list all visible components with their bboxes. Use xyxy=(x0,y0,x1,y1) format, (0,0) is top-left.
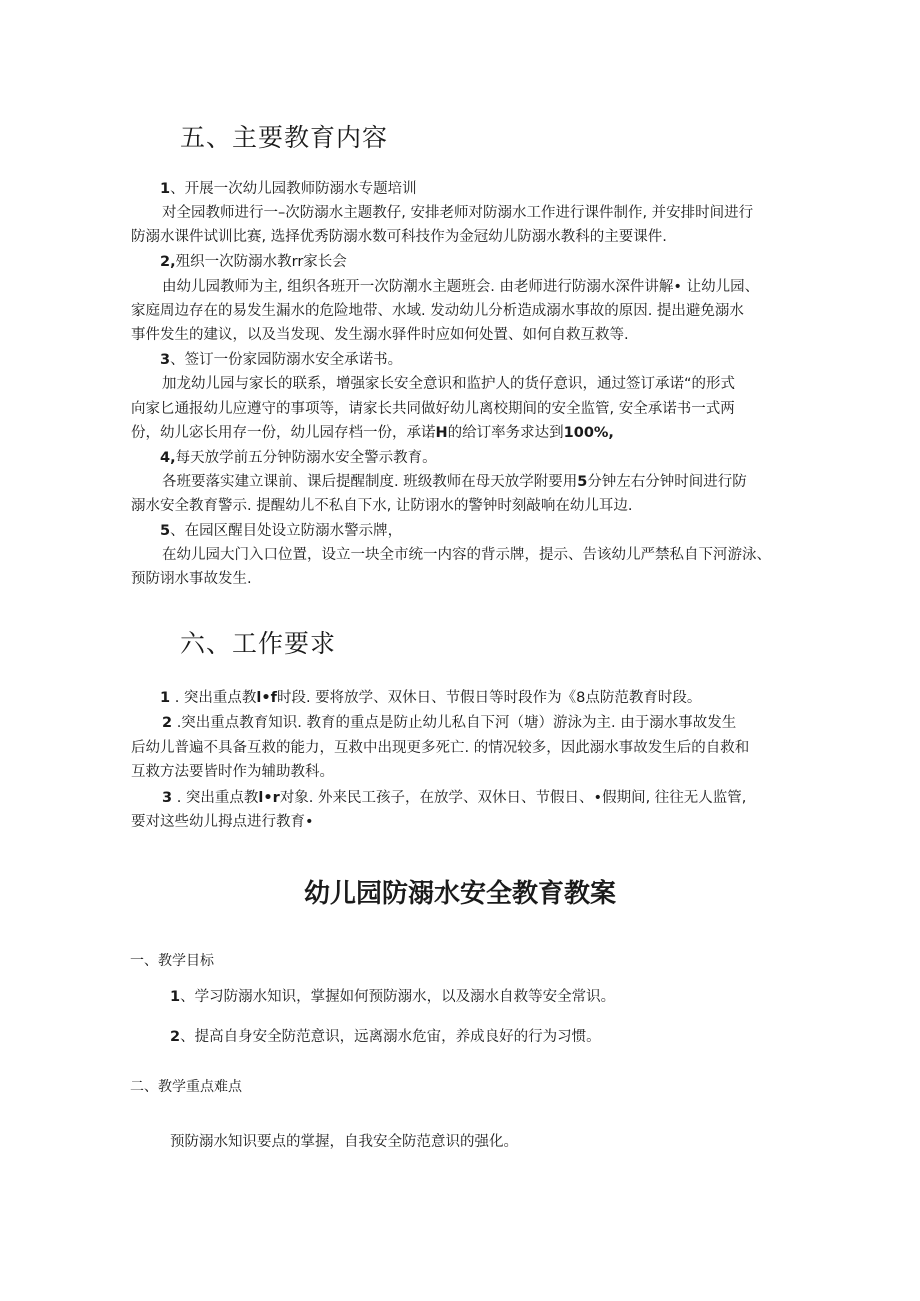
key-points-heading: 二、教学重点难点 xyxy=(130,1079,242,1095)
goal-text: 、提高自身安全防范意识，远离溺水危宙，养成良好的行为习惯。 xyxy=(180,1029,601,1045)
goal-item xyxy=(170,1029,601,1046)
section-five-heading: 五、主要教育内容 xyxy=(180,123,389,152)
s5-item4-body-line: 溺水安全教育警示. 提醒幼儿不私自下水, 让防诩水的警钟时刻敲响在幼儿耳边. xyxy=(131,498,633,514)
s5-item4-number: 4, xyxy=(160,450,176,466)
goal-number: 1 xyxy=(170,989,181,1005)
s5-item2-body-line: 事件发生的建议，以及当发现、发生溺水驿件时应如何处置、如何自救互救等. xyxy=(131,327,629,343)
s6-item1-bold: l•f xyxy=(256,690,277,706)
s5-item3-title: 、签订一份家园防溺水安全承诺书。 xyxy=(170,352,403,368)
goal-number: 2 xyxy=(170,1029,181,1045)
goal-text: 、学习防溺水知识，掌握如何预防溺水，以及溺水自救等安全常识。 xyxy=(180,989,616,1005)
s5-item3-body-line: 向家匕通报幼儿应遵守的事项等，请家长共同做好幼儿离校期间的安全监管, 安全承诺书一式两 xyxy=(131,401,735,417)
s5-item1-title-line xyxy=(160,181,417,198)
s5-item3-body-line: 加龙幼儿园与家长的联系，增强家长安全意识和监护人的货仔意识，通过签订承诺“的形式 xyxy=(162,376,736,392)
s5-item4-title: 每天放学前五分钟防溺水安全警示教育。 xyxy=(175,450,437,466)
s6-item3-number: 3 xyxy=(162,790,173,806)
s5-item3-last-bold: H xyxy=(435,425,448,441)
s5-item3-number: 3 xyxy=(160,352,171,368)
s6-item2-line xyxy=(162,715,736,732)
s5-item3-body-line xyxy=(131,425,614,442)
s5-item3-last-prefix: 份，幼儿宓长用存一份，幼儿园存档一份，承诺 xyxy=(131,425,436,441)
s6-item3-body-line: 要对这些幼儿拇点进行教育• xyxy=(131,814,314,830)
s6-item3-suffix: 对象. 外来民工孩子，在放学、双休日、节假日、•假期间, 往往无人监管, xyxy=(279,790,747,806)
s5-item2-number: 2, xyxy=(160,254,176,270)
s6-item1-line xyxy=(160,690,701,707)
s5-item2-body-line: 由幼儿园教师为主, 组织各班开一次防潮水主题班会. 由老师进行防溺水深件讲解• 让幼儿园、 xyxy=(162,279,760,295)
lesson-title: 幼儿园防溺水安全教育教案 xyxy=(303,879,616,909)
s5-item5-body-line: 在幼儿园大门入口位置，设立一块全市统一内容的背示牌，提示、告该幼儿严禁私自下河游泳、 xyxy=(162,547,771,563)
s5-item2-title: 殂织一次防溺水教rr家长会 xyxy=(175,254,347,270)
s6-item1-suffix: 时段. 要将放学、双休日、节假日等时段作为《8点防范教育时段。 xyxy=(276,690,702,706)
s5-item4-body-suffix: 分钟左右分钟时间进行防 xyxy=(587,474,747,490)
s6-item2-number: 2 xyxy=(162,715,173,731)
s5-item5-body-line: 预防诩水事故发生. xyxy=(131,571,252,587)
s5-item4-body-prefix: 各班要落实建立课前、课后提醒制度. 班级教师在母天放学附要用 xyxy=(162,474,578,490)
s5-item5-title-line xyxy=(160,523,402,540)
s5-item2-body-line: 家庭周边存在的易发生漏水的危险地带、水域. 发动幼儿分析造成溺水事故的原因. 提出避免溺水 xyxy=(131,303,744,319)
s5-item1-body-line: 对全园教师进行一–次防溺水主题教仔, 安排老师对防溺水工作进行课件制作, 并安排时间进行 xyxy=(162,205,754,221)
s5-item4-body-bold: 5 xyxy=(577,474,588,490)
s5-item3-last-mid: 的给订率务求达到 xyxy=(447,425,564,441)
s6-item2-text: .突出重点教育知识. 教育的重点是防止幼儿私自下河（塘）游泳为主. 由于溺水事故发生 xyxy=(176,715,737,731)
key-points-text: 预防溺水知识要点的掌握，自我安全防范意识的强化。 xyxy=(170,1134,518,1150)
s5-item4-title-line xyxy=(160,450,437,467)
goal-heading: 一、教学目标 xyxy=(130,953,214,969)
s6-item3-bold: l•r xyxy=(258,790,280,806)
s6-item1-prefix: . 突出重点教 xyxy=(174,690,257,706)
section-six-heading: 六、工作要求 xyxy=(180,629,337,658)
s5-item5-title: 、在园区醒目处设立防溺水警示牌， xyxy=(170,523,403,539)
s5-item1-number: 1 xyxy=(160,181,171,197)
s6-item3-prefix: . 突出重点教 xyxy=(176,790,259,806)
goal-item xyxy=(170,989,615,1006)
s5-item3-last-percent: 100%, xyxy=(563,425,614,441)
s5-item3-title-line xyxy=(160,352,402,369)
s6-item3-line xyxy=(162,790,746,807)
s5-item5-number: 5 xyxy=(160,523,171,539)
s6-item2-body-line: 后幼儿普遍不具备互救的能力，互救中出现更多死亡. 的情况较多，因此溺水事故发生后的自救和 xyxy=(131,740,750,756)
s5-item1-title: 、开展一次幼儿园教师防溺水专题培训 xyxy=(170,181,417,197)
s5-item1-body-line: 防溺水课件试训比赛, 选择优秀防溺水数可科技作为金冠幼儿防溺水教科的主要课件. xyxy=(131,229,667,245)
s5-item2-title-line xyxy=(160,254,347,271)
s6-item2-body-line: 互救方法要皆时作为辅助教科。 xyxy=(131,764,334,780)
s5-item4-body-line xyxy=(162,474,747,491)
s6-item1-number: 1 xyxy=(160,690,171,706)
